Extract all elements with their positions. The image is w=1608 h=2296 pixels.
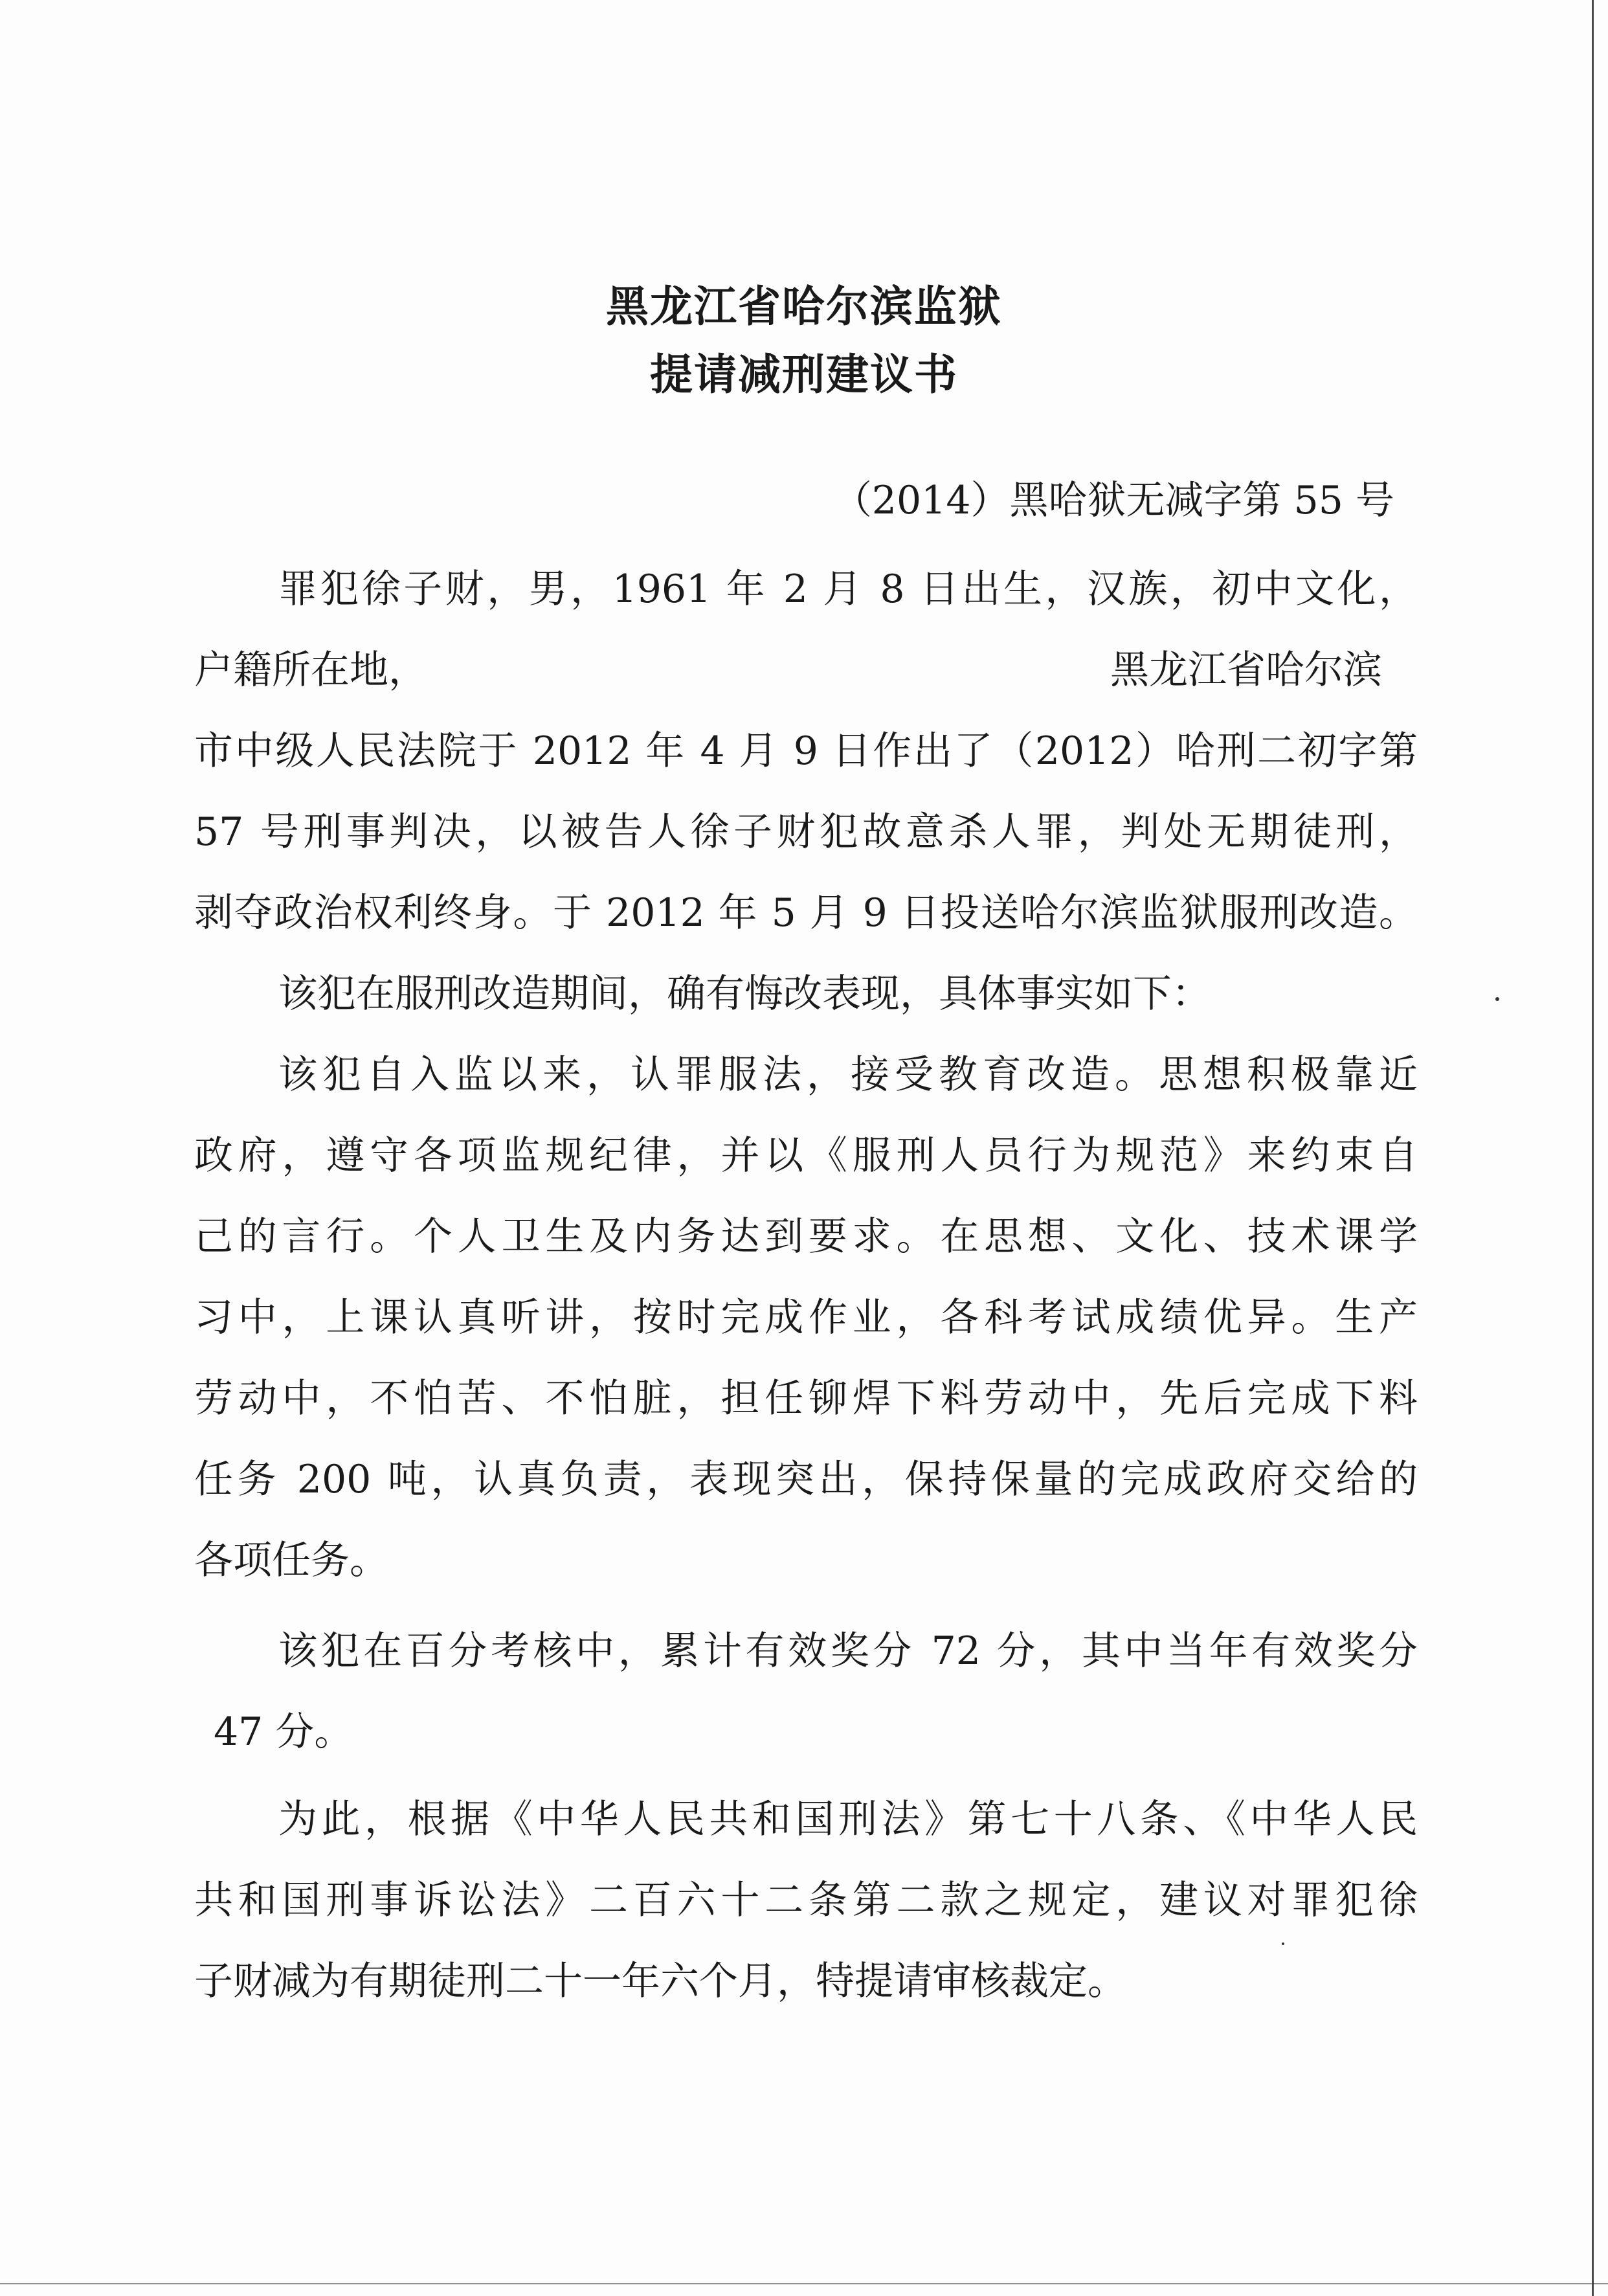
body-line: 黑龙江省哈尔滨: [1110, 647, 1382, 693]
document-title: 黑龙江省哈尔滨监狱: [606, 281, 1002, 332]
body-line: 政府，遵守各项监规纪律，并以《服刑人员行为规范》来约束自: [194, 1133, 1418, 1178]
scan-speck: [1495, 997, 1499, 1001]
body-line: 该犯在服刑改造期间，确有悔改表现，具体事实如下：: [278, 971, 1211, 1017]
body-line: 57 号刑事判决，以被告人徐子财犯故意杀人罪，判处无期徒刑，: [194, 809, 1418, 855]
body-line: 劳动中，不怕苦、不怕脏，担任铆焊下料劳动中，先后完成下料: [194, 1376, 1418, 1421]
scan-edge-bottom: [0, 2283, 1608, 2284]
body-line: 己的言行。个人卫生及内务达到要求。在思想、文化、技术课学: [194, 1214, 1418, 1259]
body-line: 任务 200 吨，认真负责，表现突出，保持保量的完成政府交给的: [194, 1457, 1418, 1502]
document-subtitle: 提请减刑建议书: [650, 349, 958, 400]
body-line: 罪犯徐子财，男，1961 年 2 月 8 日出生，汉族，初中文化，: [278, 567, 1418, 612]
body-line: 共和国刑事诉讼法》二百六十二条第二款之规定，建议对罪犯徐: [194, 1878, 1418, 1923]
scan-speck: [1282, 1942, 1284, 1945]
document-number: （2014）黑哈狱无减字第 55 号: [832, 478, 1394, 523]
body-line: 剥夺政治权利终身。于 2012 年 5 月 9 日投送哈尔滨监狱服刑改造。: [194, 890, 1418, 936]
body-line: 市中级人民法院于 2012 年 4 月 9 日作出了（2012）哈刑二初字第: [194, 728, 1418, 774]
body-line: 该犯自入监以来，认罪服法，接受教育改造。思想积极靠近: [278, 1052, 1418, 1097]
body-line: 子财减为有期徒刑二十一年六个月，特提请审核裁定。: [194, 1959, 1126, 2004]
scan-edge-right: [1592, 0, 1594, 2296]
body-line: 该犯在百分考核中，累计有效奖分 72 分，其中当年有效奖分: [278, 1628, 1418, 1674]
body-line: 47 分。: [214, 1709, 353, 1755]
body-line: 习中，上课认真听讲，按时完成作业，各科考试成绩优异。生产: [194, 1295, 1418, 1340]
body-line: 各项任务。: [194, 1538, 388, 1583]
body-line: 为此，根据《中华人民共和国刑法》第七十八条、《中华人民: [278, 1797, 1418, 1842]
body-line: 户籍所在地，: [194, 647, 427, 693]
